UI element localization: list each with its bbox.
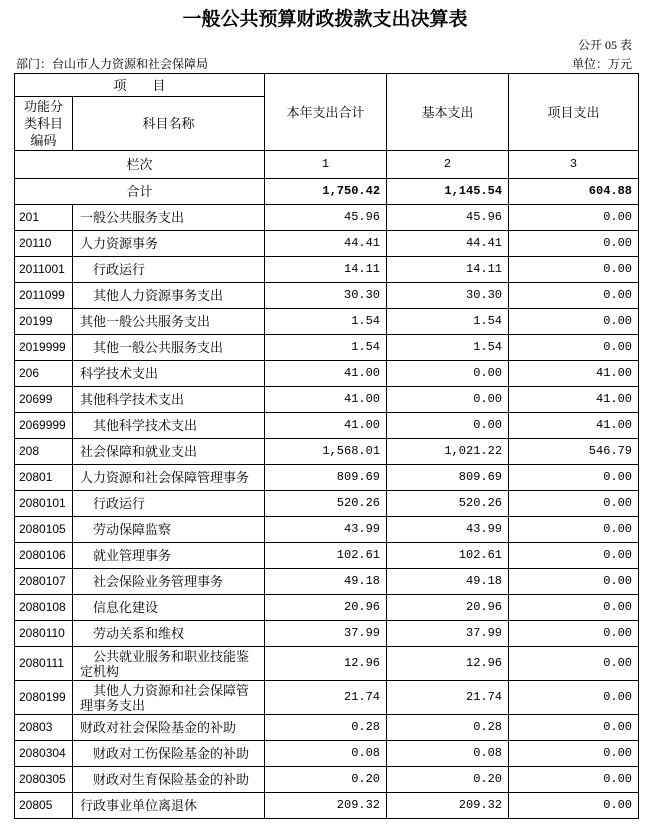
subject-name: 就业管理事务 <box>73 543 265 569</box>
table-row <box>15 387 639 413</box>
subject-code: 2069999 <box>15 413 73 439</box>
total-expenditure-sum: 1,750.42 <box>265 179 387 205</box>
subject-name: 科学技术支出 <box>73 361 265 387</box>
total-expenditure: 12.96 <box>265 647 387 681</box>
total-expenditure: 520.26 <box>265 491 387 517</box>
subject-name: 劳动关系和维权 <box>73 621 265 647</box>
table-row <box>15 595 639 621</box>
subject-name: 一般公共服务支出 <box>73 205 265 231</box>
basic-expenditure: 102.61 <box>387 543 509 569</box>
basic-expenditure: 20.96 <box>387 595 509 621</box>
basic-expenditure: 0.00 <box>387 361 509 387</box>
subject-code: 201 <box>15 205 73 231</box>
subject-name: 信息化建设 <box>73 595 265 621</box>
table-row <box>15 569 639 595</box>
subject-code: 20803 <box>15 715 73 741</box>
subject-name: 人力资源和社会保障管理事务 <box>73 465 265 491</box>
subject-code: 2080110 <box>15 621 73 647</box>
basic-expenditure: 14.11 <box>387 257 509 283</box>
total-expenditure: 102.61 <box>265 543 387 569</box>
subject-code: 2011099 <box>15 283 73 309</box>
subject-code: 2080106 <box>15 543 73 569</box>
subject-code: 208 <box>15 439 73 465</box>
table-row <box>15 621 639 647</box>
project-expenditure-sum: 604.88 <box>509 179 639 205</box>
table-row <box>15 793 639 819</box>
subject-name: 行政运行 <box>73 257 265 283</box>
total-label: 合计 <box>15 179 265 205</box>
subject-code: 20199 <box>15 309 73 335</box>
project-expenditure: 0.00 <box>509 517 639 543</box>
basic-expenditure: 43.99 <box>387 517 509 543</box>
subject-name: 劳动保障监察 <box>73 517 265 543</box>
project-expenditure: 0.00 <box>509 621 639 647</box>
total-expenditure: 1.54 <box>265 335 387 361</box>
project-expenditure: 546.79 <box>509 439 639 465</box>
subject-name: 行政事业单位离退休 <box>73 793 265 819</box>
table-row <box>15 309 639 335</box>
subject-code: 2080108 <box>15 595 73 621</box>
expenditure-table <box>14 73 639 819</box>
total-expenditure: 0.08 <box>265 741 387 767</box>
subject-code: 206 <box>15 361 73 387</box>
subject-code: 2080105 <box>15 517 73 543</box>
basic-expenditure: 520.26 <box>387 491 509 517</box>
form-number: 公开 05 表 <box>577 38 632 52</box>
total-expenditure: 21.74 <box>265 681 387 715</box>
project-expenditure: 41.00 <box>509 387 639 413</box>
subject-code: 2019999 <box>15 335 73 361</box>
total-expenditure: 41.00 <box>265 413 387 439</box>
table-row <box>15 361 639 387</box>
subject-code: 2011001 <box>15 257 73 283</box>
total-expenditure: 20.96 <box>265 595 387 621</box>
project-expenditure: 0.00 <box>509 793 639 819</box>
project-expenditure: 0.00 <box>509 309 639 335</box>
total-expenditure: 41.00 <box>265 387 387 413</box>
project-expenditure: 0.00 <box>509 595 639 621</box>
project-expenditure: 0.00 <box>509 715 639 741</box>
table-row <box>15 543 639 569</box>
table-row <box>15 335 639 361</box>
subject-name: 社会保险业务管理事务 <box>73 569 265 595</box>
total-expenditure: 0.20 <box>265 767 387 793</box>
project-expenditure: 0.00 <box>509 231 639 257</box>
header-project-expenditure: 项目支出 <box>509 74 639 151</box>
project-expenditure: 0.00 <box>509 647 639 681</box>
project-expenditure: 0.00 <box>509 465 639 491</box>
basic-expenditure: 1.54 <box>387 309 509 335</box>
table-row <box>15 283 639 309</box>
header-item: 项 目 <box>15 74 265 97</box>
subject-name: 公共就业服务和职业技能鉴定机构 <box>73 647 265 681</box>
subject-code: 20699 <box>15 387 73 413</box>
project-expenditure: 0.00 <box>509 491 639 517</box>
total-expenditure: 1.54 <box>265 309 387 335</box>
project-expenditure: 0.00 <box>509 543 639 569</box>
project-expenditure: 0.00 <box>509 205 639 231</box>
project-expenditure: 41.00 <box>509 413 639 439</box>
basic-expenditure: 809.69 <box>387 465 509 491</box>
line-label: 栏次 <box>15 151 265 179</box>
basic-expenditure: 1,021.22 <box>387 439 509 465</box>
total-expenditure: 37.99 <box>265 621 387 647</box>
line-number-1: 1 <box>265 151 387 179</box>
subject-name: 财政对社会保险基金的补助 <box>73 715 265 741</box>
project-expenditure: 0.00 <box>509 283 639 309</box>
subject-name: 其他人力资源和社会保障管理事务支出 <box>73 681 265 715</box>
subject-code: 2080199 <box>15 681 73 715</box>
total-expenditure: 45.96 <box>265 205 387 231</box>
basic-expenditure: 0.00 <box>387 413 509 439</box>
header-subject-name: 科目名称 <box>73 97 265 151</box>
subject-code: 2080304 <box>15 741 73 767</box>
unit-label: 单位：万元 <box>571 57 632 71</box>
subject-name: 行政运行 <box>73 491 265 517</box>
subject-name: 财政对生育保险基金的补助 <box>73 767 265 793</box>
basic-expenditure-sum: 1,145.54 <box>387 179 509 205</box>
project-expenditure: 0.00 <box>509 569 639 595</box>
basic-expenditure: 0.28 <box>387 715 509 741</box>
basic-expenditure: 0.08 <box>387 741 509 767</box>
table-row <box>15 465 639 491</box>
table-row <box>15 681 639 715</box>
subject-code: 2080107 <box>15 569 73 595</box>
subject-name: 人力资源事务 <box>73 231 265 257</box>
total-expenditure: 0.28 <box>265 715 387 741</box>
table-row <box>15 491 639 517</box>
table-row <box>15 257 639 283</box>
subject-code: 2080111 <box>15 647 73 681</box>
header-basic-expenditure: 基本支出 <box>387 74 509 151</box>
subject-name: 财政对工伤保险基金的补助 <box>73 741 265 767</box>
table-row <box>15 205 639 231</box>
subject-code: 20805 <box>15 793 73 819</box>
total-expenditure: 44.41 <box>265 231 387 257</box>
basic-expenditure: 12.96 <box>387 647 509 681</box>
header-row <box>15 74 639 97</box>
department-label: 部门：台山市人力资源和社会保障局 <box>16 57 209 71</box>
subject-name: 社会保障和就业支出 <box>73 439 265 465</box>
subject-code: 20801 <box>15 465 73 491</box>
basic-expenditure: 44.41 <box>387 231 509 257</box>
subject-name: 其他人力资源事务支出 <box>73 283 265 309</box>
project-expenditure: 0.00 <box>509 257 639 283</box>
table-row <box>15 715 639 741</box>
project-expenditure: 41.00 <box>509 361 639 387</box>
basic-expenditure: 0.20 <box>387 767 509 793</box>
total-expenditure: 209.32 <box>265 793 387 819</box>
header-total-expenditure: 本年支出合计 <box>265 74 387 151</box>
table-row <box>15 413 639 439</box>
project-expenditure: 0.00 <box>509 741 639 767</box>
subject-name: 其他科学技术支出 <box>73 413 265 439</box>
subject-name: 其他一般公共服务支出 <box>73 309 265 335</box>
total-expenditure: 14.11 <box>265 257 387 283</box>
table-row <box>15 767 639 793</box>
total-expenditure: 41.00 <box>265 361 387 387</box>
basic-expenditure: 37.99 <box>387 621 509 647</box>
basic-expenditure: 30.30 <box>387 283 509 309</box>
subject-code: 20110 <box>15 231 73 257</box>
basic-expenditure: 209.32 <box>387 793 509 819</box>
subject-name: 其他科学技术支出 <box>73 387 265 413</box>
basic-expenditure: 21.74 <box>387 681 509 715</box>
subject-code: 2080305 <box>15 767 73 793</box>
project-expenditure: 0.00 <box>509 767 639 793</box>
table-row <box>15 647 639 681</box>
line-number-row <box>15 151 639 179</box>
total-expenditure: 30.30 <box>265 283 387 309</box>
basic-expenditure: 1.54 <box>387 335 509 361</box>
total-expenditure: 43.99 <box>265 517 387 543</box>
total-expenditure: 809.69 <box>265 465 387 491</box>
table-row <box>15 439 639 465</box>
table-row <box>15 741 639 767</box>
total-expenditure: 49.18 <box>265 569 387 595</box>
line-number-3: 3 <box>509 151 639 179</box>
total-row <box>15 179 639 205</box>
project-expenditure: 0.00 <box>509 335 639 361</box>
basic-expenditure: 49.18 <box>387 569 509 595</box>
total-expenditure: 1,568.01 <box>265 439 387 465</box>
subject-code: 2080101 <box>15 491 73 517</box>
table-row <box>15 517 639 543</box>
project-expenditure: 0.00 <box>509 681 639 715</box>
basic-expenditure: 0.00 <box>387 387 509 413</box>
basic-expenditure: 45.96 <box>387 205 509 231</box>
report-title: 一般公共预算财政拨款支出决算表 <box>182 9 468 30</box>
line-number-2: 2 <box>387 151 509 179</box>
subject-name: 其他一般公共服务支出 <box>73 335 265 361</box>
table-row <box>15 231 639 257</box>
header-function-code: 功能分类科目编码 <box>15 97 73 151</box>
